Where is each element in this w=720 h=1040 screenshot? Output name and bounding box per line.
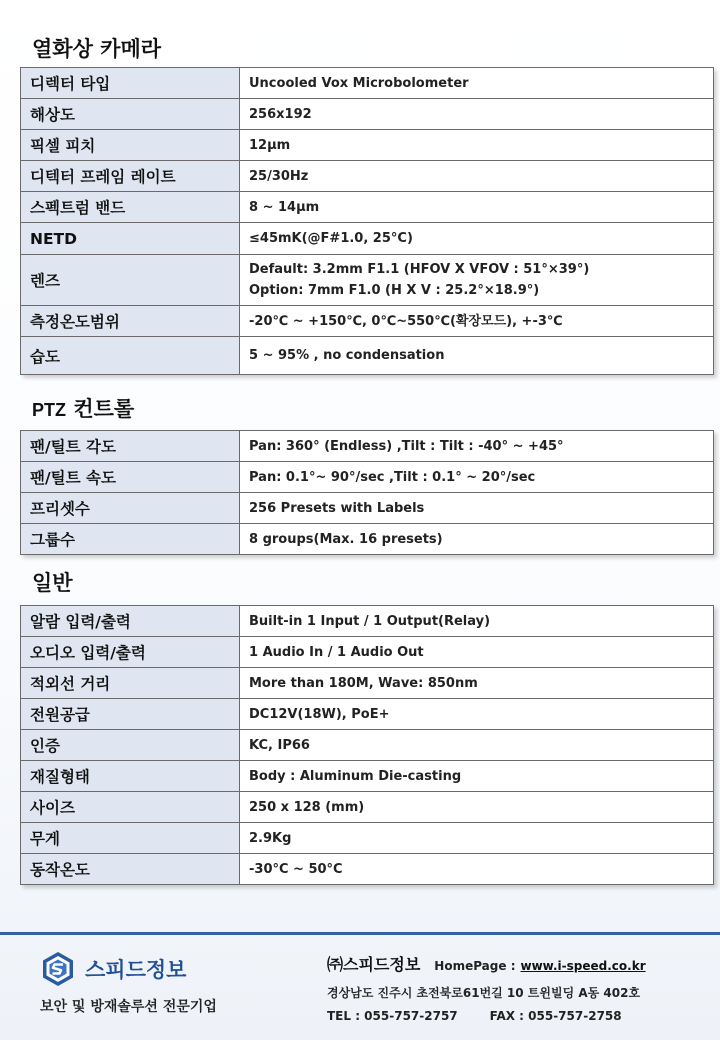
- table-row: [21, 99, 714, 130]
- table-row: [21, 606, 714, 637]
- row-label: 디렉터 타입: [21, 68, 240, 99]
- table-row: [21, 130, 714, 161]
- company-info-line: [327, 952, 646, 975]
- row-label: 동작온도: [21, 854, 240, 885]
- row-value: 5 ~ 95% , no condensation: [240, 337, 714, 375]
- row-value: ≤45mK(@F#1.0, 25°C): [240, 223, 714, 255]
- row-label: 적외선 거리: [21, 668, 240, 699]
- section-title-camera: 열화상 카메라: [32, 37, 162, 61]
- table-row: [21, 792, 714, 823]
- ptz-spec-table: [20, 430, 714, 555]
- camera-spec-table: [20, 67, 714, 375]
- table-row: [21, 161, 714, 192]
- row-value: 256 Presets with Labels: [240, 493, 714, 524]
- row-value: KC, IP66: [240, 730, 714, 761]
- table-row: [21, 462, 714, 493]
- row-value: Body : Aluminum Die-casting: [240, 761, 714, 792]
- section-title-ptz-prefix: PTZ: [32, 400, 66, 420]
- row-value: 1 Audio In / 1 Audio Out: [240, 637, 714, 668]
- table-row: [21, 699, 714, 730]
- row-label: 측정온도범위: [21, 306, 240, 337]
- row-value: 250 x 128 (mm): [240, 792, 714, 823]
- row-value: DC12V(18W), PoE+: [240, 699, 714, 730]
- homepage-link[interactable]: www.i-speed.co.kr: [520, 959, 646, 973]
- lens-default: Default: 3.2mm F1.1 (HFOV X VFOV : 51°×39°): [249, 262, 590, 277]
- table-row: [21, 68, 714, 99]
- row-label: 재질형태: [21, 761, 240, 792]
- table-row: [21, 730, 714, 761]
- row-label: 렌즈: [21, 255, 240, 306]
- table-row: [21, 431, 714, 462]
- row-label: 습도: [21, 337, 240, 375]
- table-row: [21, 854, 714, 885]
- fax-number: FAX : 055-757-2758: [489, 1009, 622, 1023]
- row-label: 프리셋수: [21, 493, 240, 524]
- company-tagline: 보안 및 방재솔루션 전문기업: [40, 999, 217, 1015]
- section-title-ptz-suffix: 컨트롤: [73, 397, 135, 421]
- homepage-label: HomePage :: [434, 959, 516, 973]
- table-row: [21, 255, 714, 306]
- table-row: [21, 493, 714, 524]
- logo-text: 스피드정보: [85, 958, 187, 982]
- contact-info: [327, 1009, 622, 1023]
- row-label: 디텍터 프레임 레이트: [21, 161, 240, 192]
- row-value: -20℃ ~ +150℃, 0℃~550℃(확장모드), +-3℃: [240, 306, 714, 337]
- table-row: [21, 192, 714, 223]
- company-name: ㈜스피드정보: [327, 955, 421, 974]
- row-value: -30°C ~ 50°C: [240, 854, 714, 885]
- row-label: 그룹수: [21, 524, 240, 555]
- table-row: [21, 637, 714, 668]
- row-value: 8 ~ 14μm: [240, 192, 714, 223]
- row-value: Pan: 0.1°~ 90°/sec ,Tilt : 0.1° ~ 20°/sec: [240, 462, 714, 493]
- speed-logo-icon: [40, 951, 76, 987]
- row-value: Uncooled Vox Microbolometer: [240, 68, 714, 99]
- row-value: 25/30Hz: [240, 161, 714, 192]
- company-logo: [40, 951, 186, 987]
- row-value: Pan: 360° (Endless) ,Tilt : Tilt : -40° ~ +45°: [240, 431, 714, 462]
- row-value: 256x192: [240, 99, 714, 130]
- table-row: [21, 823, 714, 854]
- row-value: [240, 255, 714, 306]
- row-value: 8 groups(Max. 16 presets): [240, 524, 714, 555]
- company-address: 경상남도 진주시 초전북로61번길 10 트윈빌딩 A동 402호: [327, 986, 641, 1000]
- section-title-ptz: [32, 393, 134, 423]
- row-label: 팬/틸트 각도: [21, 431, 240, 462]
- row-label: 오디오 입력/출력: [21, 637, 240, 668]
- row-label: 사이즈: [21, 792, 240, 823]
- row-label: 픽셀 피치: [21, 130, 240, 161]
- table-row: [21, 306, 714, 337]
- row-value: More than 180M, Wave: 850nm: [240, 668, 714, 699]
- row-value: 2.9Kg: [240, 823, 714, 854]
- row-label: 무게: [21, 823, 240, 854]
- row-value: 12μm: [240, 130, 714, 161]
- tel-number: TEL : 055-757-2757: [327, 1009, 458, 1023]
- row-label: 전원공급: [21, 699, 240, 730]
- table-row: [21, 524, 714, 555]
- row-label: 해상도: [21, 99, 240, 130]
- row-label: 알람 입력/출력: [21, 606, 240, 637]
- lens-option: Option: 7mm F1.0 (H X V : 25.2°×18.9°): [249, 283, 540, 298]
- table-row: [21, 337, 714, 375]
- footer-divider: [0, 932, 720, 935]
- row-label: 인증: [21, 730, 240, 761]
- table-row: [21, 668, 714, 699]
- row-label: 스펙트럼 밴드: [21, 192, 240, 223]
- table-row: [21, 223, 714, 255]
- row-label: 팬/틸트 속도: [21, 462, 240, 493]
- general-spec-table: [20, 605, 714, 885]
- table-row: [21, 761, 714, 792]
- section-title-general: 일반: [32, 571, 73, 595]
- row-label: NETD: [21, 223, 240, 255]
- row-value: Built-in 1 Input / 1 Output(Relay): [240, 606, 714, 637]
